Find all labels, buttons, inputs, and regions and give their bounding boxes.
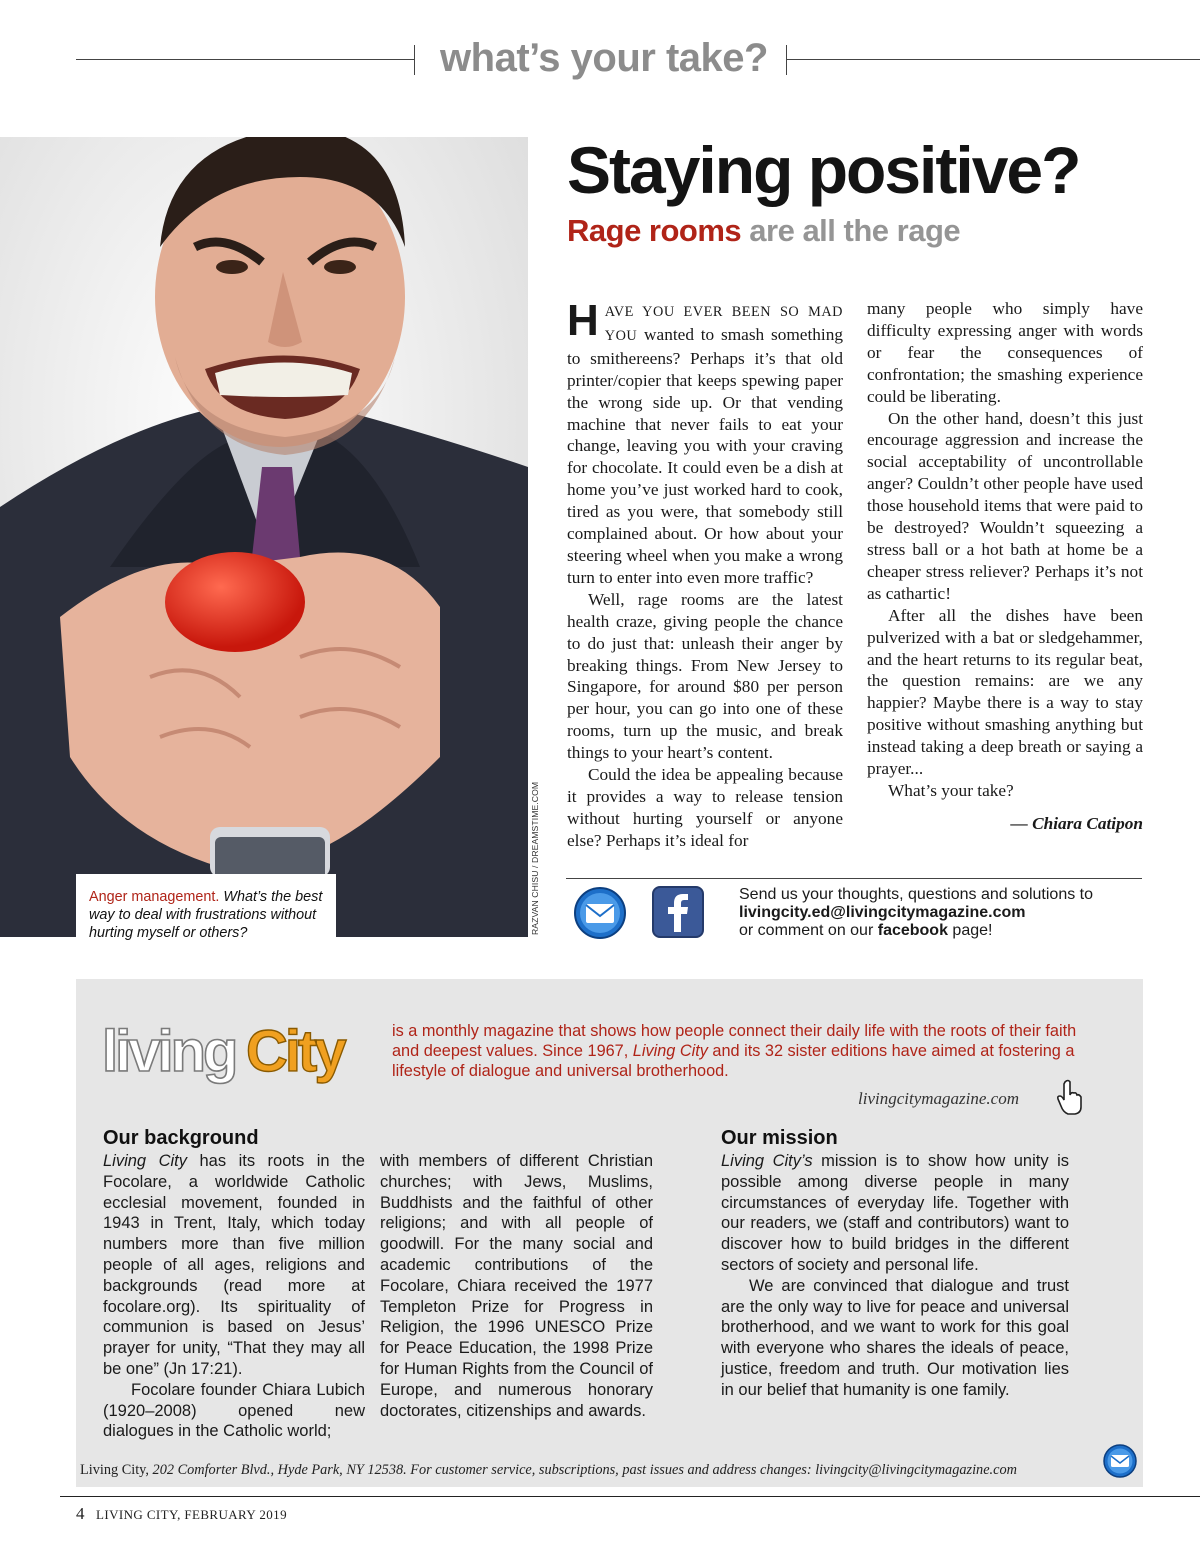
feedback-email-link[interactable]: livingcity.ed@livingcitymagazine.com <box>739 904 1026 921</box>
header-tick-left <box>414 45 415 75</box>
website-link[interactable]: livingcitymagazine.com <box>858 1089 1019 1108</box>
angry-man-photo <box>0 137 528 937</box>
address-line <box>80 1462 1094 1479</box>
drop-cap: H <box>567 296 599 345</box>
feedback-line-3-post: page! <box>947 922 993 939</box>
mail-icon[interactable] <box>572 885 628 941</box>
background-paragraph-2: Focolare founder Chiara Lubich (1920–2008) opened new dialogues in the Catholic world; <box>103 1380 365 1441</box>
opening-smallcaps: AVE YOU EVER BEEN SO MAD YOU <box>604 304 843 344</box>
mission-paragraph-1 <box>721 1151 1069 1276</box>
living-city-tagline <box>392 1021 1092 1081</box>
caption-lead: Anger management. <box>89 889 220 905</box>
photo-caption <box>76 874 336 940</box>
mission-heading: Our mission <box>721 1127 838 1149</box>
footer-rule <box>60 1496 1200 1497</box>
article-paragraph-1 <box>567 296 843 589</box>
article-paragraph-5: After all the dishes have been pulverized with a bat or sledgehammer, and the heart returns to its regular beat, the question remains: are we any happier? Maybe there is a way to stay positive without smashing anything but instead taking a deep breath or saying a prayer... <box>867 605 1143 779</box>
byline: — Chiara Catipon <box>1010 813 1143 833</box>
address-name: Living City, <box>80 1462 149 1478</box>
mission-paragraph-1-text: mission is to show how unity is possible among diverse people in many circumstances of everyday life. Together with our readers, we (staff and contributors) want to discover how to build bridges in the different sectors of society and personal life. <box>721 1152 1069 1274</box>
article-column-1 <box>567 296 843 852</box>
mission-em: Living City’s <box>721 1152 813 1170</box>
article-paragraph-3-start: Could the idea be appealing because it provides a way to release tension without hurting yourself or anyone else? Perhaps it’s ideal for <box>567 765 843 850</box>
magazine-issue: LIVING CITY, FEBRUARY 2019 <box>96 1507 287 1522</box>
article-paragraph-3-end: many people who simply have difficulty expressing anger with words or fear the consequences of confrontation; the smashing experience could be liberating. <box>867 299 1143 406</box>
logo-text-living: living <box>102 1019 236 1084</box>
feedback-rule <box>566 878 1142 879</box>
header-rule-left <box>76 59 414 60</box>
address-details: 202 Comforter Blvd., Hyde Park, NY 12538. For customer service, subscriptions, past issues and address changes: livingcity@livingcitymagazine.com <box>148 1462 1017 1478</box>
tagline-em: Living City <box>632 1042 708 1060</box>
background-em: Living City <box>103 1152 188 1170</box>
background-column-2 <box>380 1151 653 1421</box>
caption-text: What’s the best way to deal with frustrations without hurting myself or others? <box>89 889 323 941</box>
article-subhead <box>567 213 960 249</box>
mail-icon-small[interactable] <box>1102 1443 1138 1479</box>
paragraph-1-text: wanted to smash something to smithereens? Perhaps it’s that old printer/copier that keeps spewing paper the wrong side up. Or that vending machine that never fails to eat your change, leaving you with your craving for chocolate. It could even be a dish at home you’ve just worked hard to cook, tired as you were, that somebody still complained about. Or how about your steering wheel when you make a wrong turn to enter into even more traffic? <box>567 324 843 587</box>
article-headline: Staying positive? <box>567 133 1080 207</box>
section-title: what’s your take? <box>440 36 768 80</box>
subhead-red: Rage rooms <box>567 213 742 248</box>
mission-paragraph-2: We are convinced that dialogue and trust are the only way to live for peace and universal brotherhood, and we want to work for this goal with everyone who shares the ideals of peace, justice, freedom and truth. Our motivation lies in our belief that humanity is one family. <box>721 1276 1069 1399</box>
living-city-logo <box>100 1007 380 1087</box>
feedback-text <box>739 886 1093 940</box>
background-paragraph-1-text: has its roots in the Focolare, a worldwide Catholic ecclesial movement, founded in 1943 in Trent, Italy, which today numbers more than five million people of all ages, religions and backgrounds (read more at focolare.org). Its spirituality of communion is based on Jesus’ prayer for unity, “That they may all be one” (Jn 17:21). <box>103 1152 365 1378</box>
mission-column <box>721 1151 1069 1401</box>
facebook-icon[interactable] <box>652 886 704 938</box>
logo-text-city: City <box>246 1019 344 1084</box>
background-paragraph-3: with members of different Christian churches; with Jews, Muslims, Buddhists and the faithful of other religions; and with all people of goodwill. For the many social and academic contributions of the Focolare, Chiara received the 1977 Templeton Prize for Progress in Religion, the 1996 UNESCO Prize for Peace Education, the 1998 Prize for Human Rights from the Council of Europe, and numerous honorary doctorates, citizenships and awards. <box>380 1152 653 1420</box>
header-tick-right <box>786 45 787 75</box>
pointer-hand-icon <box>1056 1079 1086 1117</box>
header-rule-right <box>786 59 1200 60</box>
article-paragraph-6: What’s your take? <box>888 780 1014 800</box>
background-heading: Our background <box>103 1127 259 1149</box>
facebook-link[interactable]: facebook <box>877 922 948 939</box>
photo-credit: RAZVAN CHISU / DREAMSTIME.COM <box>530 781 540 935</box>
article-column-2 <box>867 298 1143 835</box>
page-number: 4 <box>76 1504 85 1523</box>
tagline-pre: is a monthly magazine that shows how people connect their daily life with the roots of their faith and deepest values. Since 1967, <box>392 1022 1077 1060</box>
feedback-line-1: Send us your thoughts, questions and solutions to <box>739 886 1094 903</box>
article-paragraph-2: Well, rage rooms are the latest health craze, giving people the chance to do just that: unleash their anger by breaking things. From New Jersey to Singapore, for around $80 per person per hour, you can go into one of these rooms, turn up the music, and break things to your heart’s content. <box>567 589 843 763</box>
feedback-line-3-pre: or comment on our <box>739 922 878 939</box>
angry-man-illustration <box>0 137 528 937</box>
background-paragraph-1 <box>103 1151 365 1380</box>
background-column-1 <box>103 1151 365 1442</box>
tagline-post: and its 32 sister editions have aimed at fostering a lifestyle of dialogue and universal brotherhood. <box>392 1042 1075 1080</box>
subhead-grey: are all the rage <box>741 213 961 248</box>
article-paragraph-4: On the other hand, doesn’t this just encourage aggression and increase the social acceptability of uncontrollable anger? Couldn’t other people have used those household items that were paid to be destroyed? Wouldn’t squeezing a stress ball or a hot bath at home be a cheaper stress reliever? Perhaps it’s not as cathartic! <box>867 408 1143 603</box>
